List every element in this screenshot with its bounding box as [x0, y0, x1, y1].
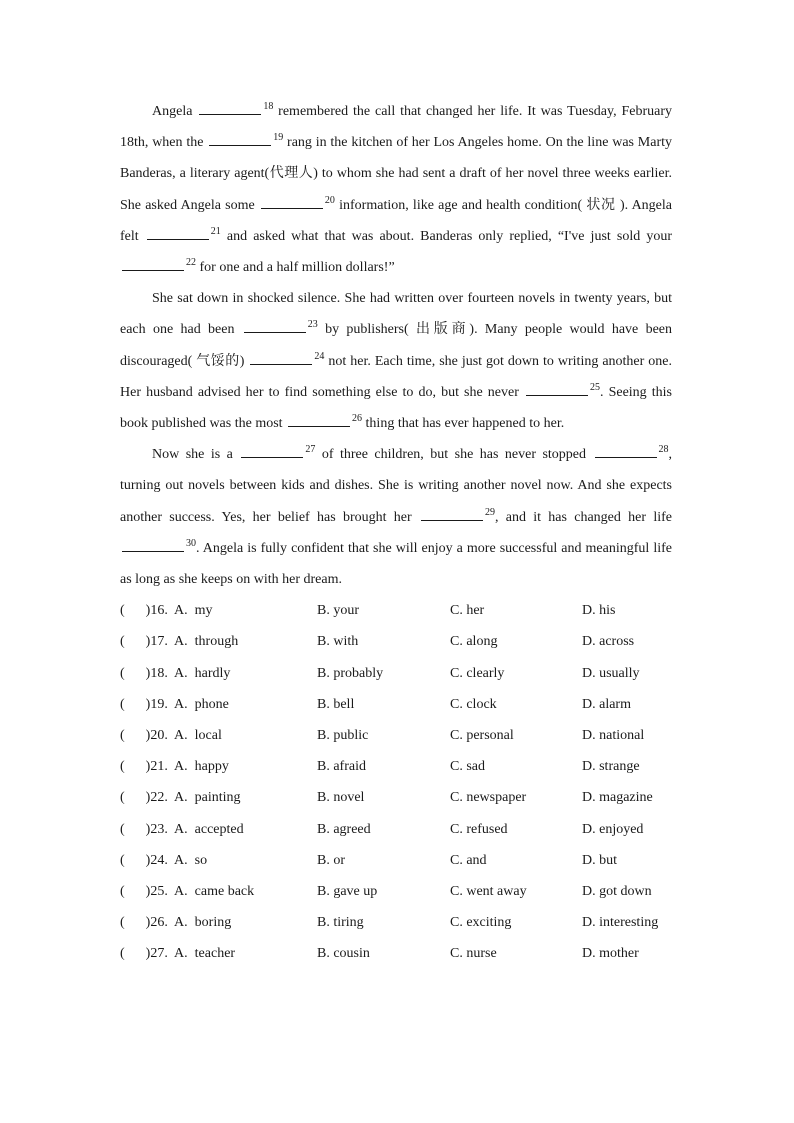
blank-number: 30 [186, 537, 196, 549]
passage-text: thing that has ever happened to her. [362, 416, 565, 432]
option-b[interactable]: B. novel [317, 790, 365, 806]
blank-number: 23 [307, 319, 318, 331]
option-c[interactable]: C. her [450, 603, 485, 619]
question-number-option-a[interactable]: ( )21. A. happy [120, 759, 229, 775]
answer-blank[interactable] [261, 194, 323, 209]
question-row [120, 876, 672, 907]
answer-blank[interactable] [122, 256, 184, 271]
answer-blank[interactable] [199, 100, 261, 115]
passage-paragraph-2 [120, 283, 672, 439]
question-row [120, 595, 672, 626]
option-b[interactable]: B. your [317, 603, 359, 619]
passage-text: for one and a half million dollars!” [196, 260, 395, 276]
option-d[interactable]: D. alarm [582, 696, 631, 712]
question-number-option-a[interactable]: ( )20. A. local [120, 728, 222, 743]
option-b[interactable]: B. cousin [317, 946, 370, 962]
blank-number: 25 [589, 381, 600, 393]
option-b[interactable]: B. probably [317, 665, 384, 681]
answer-blank[interactable] [288, 412, 350, 427]
question-number-option-a[interactable]: ( )22. A. painting [120, 790, 241, 806]
option-d[interactable]: D. national [582, 728, 645, 743]
option-c[interactable]: C. sad [450, 759, 485, 775]
answer-blank[interactable] [241, 443, 303, 458]
answer-blank[interactable] [250, 350, 312, 365]
question-number-option-a[interactable]: ( )25. A. came back [120, 883, 255, 899]
blank-number: 21 [210, 225, 221, 237]
question-row [120, 845, 672, 876]
option-c[interactable]: C. personal [450, 728, 514, 743]
option-b[interactable]: B. or [317, 852, 345, 868]
blank-number: 24 [314, 350, 325, 362]
passage-text: information, like age and health condition( 状况 ). Angela felt [120, 197, 672, 244]
question-row [120, 689, 672, 720]
question-row [120, 814, 672, 845]
option-c[interactable]: C. refused [450, 821, 508, 837]
option-b[interactable]: B. bell [317, 696, 355, 712]
passage-paragraph-3 [120, 439, 672, 595]
question-number-option-a[interactable]: ( )23. A. accepted [120, 821, 244, 837]
option-d[interactable]: D. enjoyed [582, 821, 644, 837]
passage-text: , and it has changed her life [494, 509, 673, 525]
question-row [120, 626, 672, 657]
option-d[interactable]: D. across [582, 634, 635, 650]
passage-text: by publishers( 出版商). Many people would have been discouraged( 气馁的) [120, 322, 672, 369]
question-row [120, 907, 672, 938]
answer-blank[interactable] [244, 318, 306, 333]
question-number-option-a[interactable]: ( )26. A. boring [120, 915, 232, 931]
answer-blank[interactable] [595, 443, 657, 458]
option-b[interactable]: B. gave up [317, 883, 378, 899]
question-row [120, 658, 672, 689]
passage-text: not her. Each time, she just got down to writing another one. Her husband advised her to find something else to do, but she never [120, 353, 672, 400]
passage-text: She sat down in shocked silence. She had written over fourteen novels in twenty years, but each one had been [120, 291, 672, 338]
passage-text: remembered the call that changed her life. It was Tuesday, February 18th, when the [120, 104, 672, 151]
option-b[interactable]: B. with [317, 634, 359, 650]
option-b[interactable]: B. afraid [317, 759, 366, 775]
option-c[interactable]: C. clock [450, 696, 497, 712]
answer-blank[interactable] [421, 506, 483, 521]
blank-number: 19 [273, 132, 284, 144]
option-c[interactable]: C. nurse [450, 946, 497, 962]
question-number-option-a[interactable]: ( )18. A. hardly [120, 665, 231, 681]
passage-text: and asked what that was about. Banderas only replied, “I've just sold your [220, 228, 672, 244]
question-number-option-a[interactable]: ( )19. A. phone [120, 696, 229, 712]
option-d[interactable]: D. but [582, 852, 617, 868]
question-number-option-a[interactable]: ( )24. A. so [120, 852, 208, 868]
blank-number: 28 [658, 444, 669, 456]
question-options-list [120, 595, 672, 969]
option-c[interactable]: C. newspaper [450, 790, 527, 806]
question-number-option-a[interactable]: ( )17. A. through [120, 634, 239, 650]
option-d[interactable]: D. mother [582, 946, 639, 962]
option-b[interactable]: B. agreed [317, 821, 371, 837]
option-d[interactable]: D. magazine [582, 790, 653, 806]
answer-blank[interactable] [209, 131, 271, 146]
passage-text: rang in the kitchen of her Los Angeles home. On the line was Marty Banderas, a literary agent(代理人) to whom she had sent a draft of her novel three weeks earlier. She asked Angela some [120, 135, 672, 213]
option-c[interactable]: C. went away [450, 883, 527, 899]
option-d[interactable]: D. strange [582, 759, 640, 775]
passage-text: Now she is a [152, 447, 240, 463]
answer-blank[interactable] [526, 381, 588, 396]
blank-number: 29 [484, 506, 495, 518]
question-row [120, 720, 672, 751]
option-c[interactable]: C. and [450, 852, 487, 868]
blank-number: 20 [324, 194, 335, 206]
option-b[interactable]: B. public [317, 728, 369, 743]
question-number-option-a[interactable]: ( )16. A. my [120, 603, 213, 619]
question-row [120, 782, 672, 813]
blank-number: 18 [263, 101, 274, 112]
blank-number: 26 [352, 413, 363, 425]
passage-text: . Seeing this book published was the most [120, 384, 672, 432]
option-b[interactable]: B. tiring [317, 915, 364, 931]
option-d[interactable]: D. usually [582, 665, 640, 681]
passage-text: Angela [152, 104, 198, 119]
passage-text: . Angela is fully confident that she will enjoy a more successful and meaningful life as long as she keeps on with her dream. [120, 540, 672, 588]
passage-paragraph-1 [120, 96, 672, 283]
option-c[interactable]: C. exciting [450, 915, 512, 931]
question-row [120, 938, 672, 969]
answer-blank[interactable] [147, 225, 209, 240]
question-number-option-a[interactable]: ( )27. A. teacher [120, 946, 236, 962]
question-row [120, 751, 672, 782]
option-d[interactable]: D. got down [582, 883, 652, 899]
answer-blank[interactable] [122, 537, 184, 552]
document-page [120, 96, 672, 970]
blank-number: 22 [186, 257, 196, 269]
passage-text: of three children, but she has never stopped [315, 447, 593, 463]
passage-text: , turning out novels between kids and dishes. She is writing another novel now. And she expects another success. Yes, her belief has brought her [120, 447, 672, 525]
option-c[interactable]: C. clearly [450, 665, 505, 681]
blank-number: 27 [305, 444, 316, 456]
option-c[interactable]: C. along [450, 634, 498, 650]
option-d[interactable]: D. interesting [582, 915, 659, 931]
option-d[interactable]: D. his [582, 603, 616, 619]
